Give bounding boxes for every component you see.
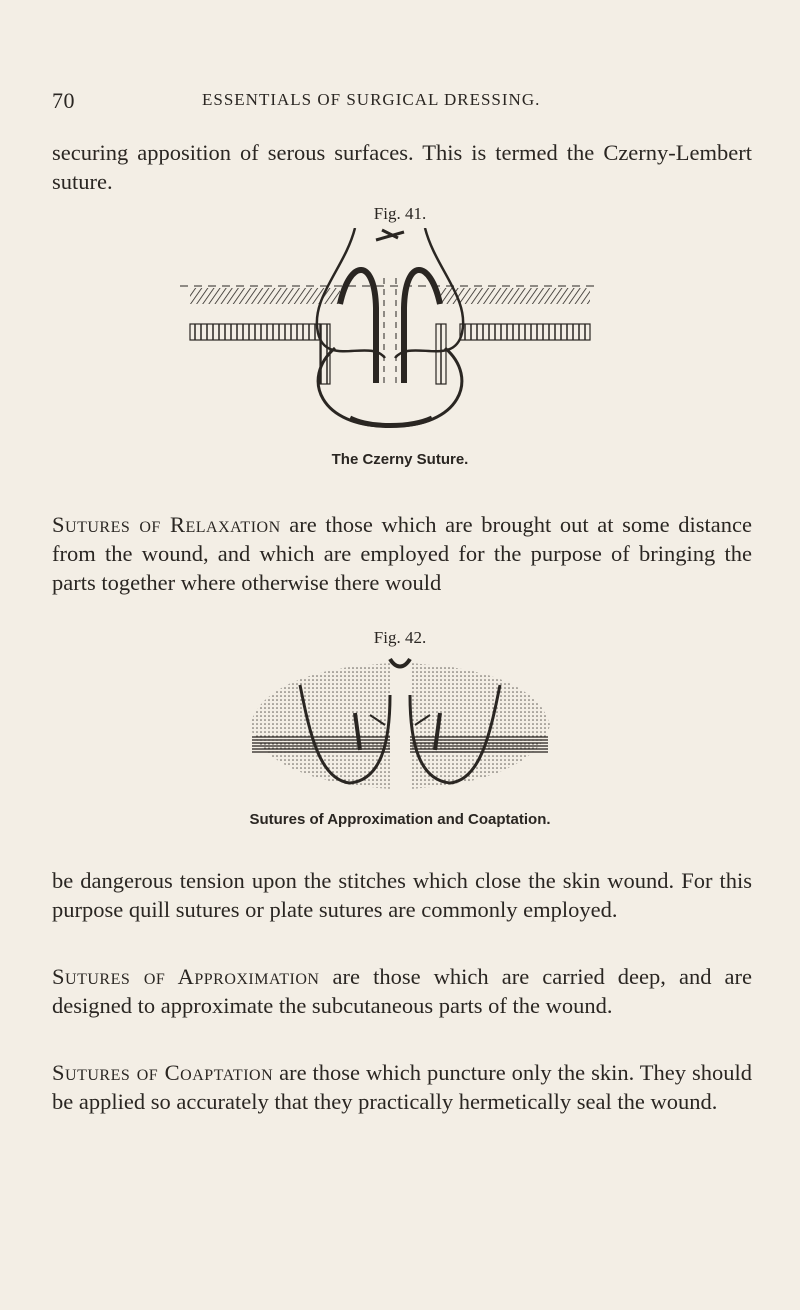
heading-approximation: Sutures of Approximation [52, 964, 320, 989]
text-coaptation: are those which puncture only the skin. They should be applied so accurately that they practically hermetically seal the wound. [52, 1060, 752, 1114]
paragraph-approximation [52, 962, 752, 1020]
page-header [52, 88, 752, 118]
figure-42-caption: Sutures of Approximation and Coaptation. [249, 811, 551, 828]
approximation-coaptation-figure [240, 655, 560, 795]
running-title: ESSENTIALS OF SURGICAL DRESSING. [202, 90, 541, 109]
figure-42-label: Fig. 42. [373, 628, 427, 647]
text-relaxation: are those which are brought out at some distance from the wound, and which are employed for the purpose of bringing the parts together where otherwise there would [52, 512, 753, 595]
paragraph-czerny-lembert: securing apposition of serous surfaces. This is termed the Czerny-Lembert suture. [52, 140, 752, 194]
figure-41-caption: The Czerny Suture. [331, 451, 469, 468]
figure-41-label: Fig. 41. [373, 204, 427, 223]
paragraph-tension: be dangerous tension upon the stitches which close the skin wound. For this purpose quill sutures or plate sutures are commonly employed. [52, 868, 752, 922]
paragraph-coaptation [52, 1058, 752, 1116]
text-approximation: are those which are carried deep, and are designed to approximate the subcutaneous parts of the wound. [52, 964, 752, 1018]
czerny-suture-figure [170, 228, 610, 433]
heading-coaptation: Sutures of Coaptation [52, 1060, 274, 1085]
heading-relaxation: Sutures of Relaxation [52, 512, 281, 537]
page-number: 70 [52, 88, 75, 113]
paragraph-relaxation [52, 510, 752, 597]
